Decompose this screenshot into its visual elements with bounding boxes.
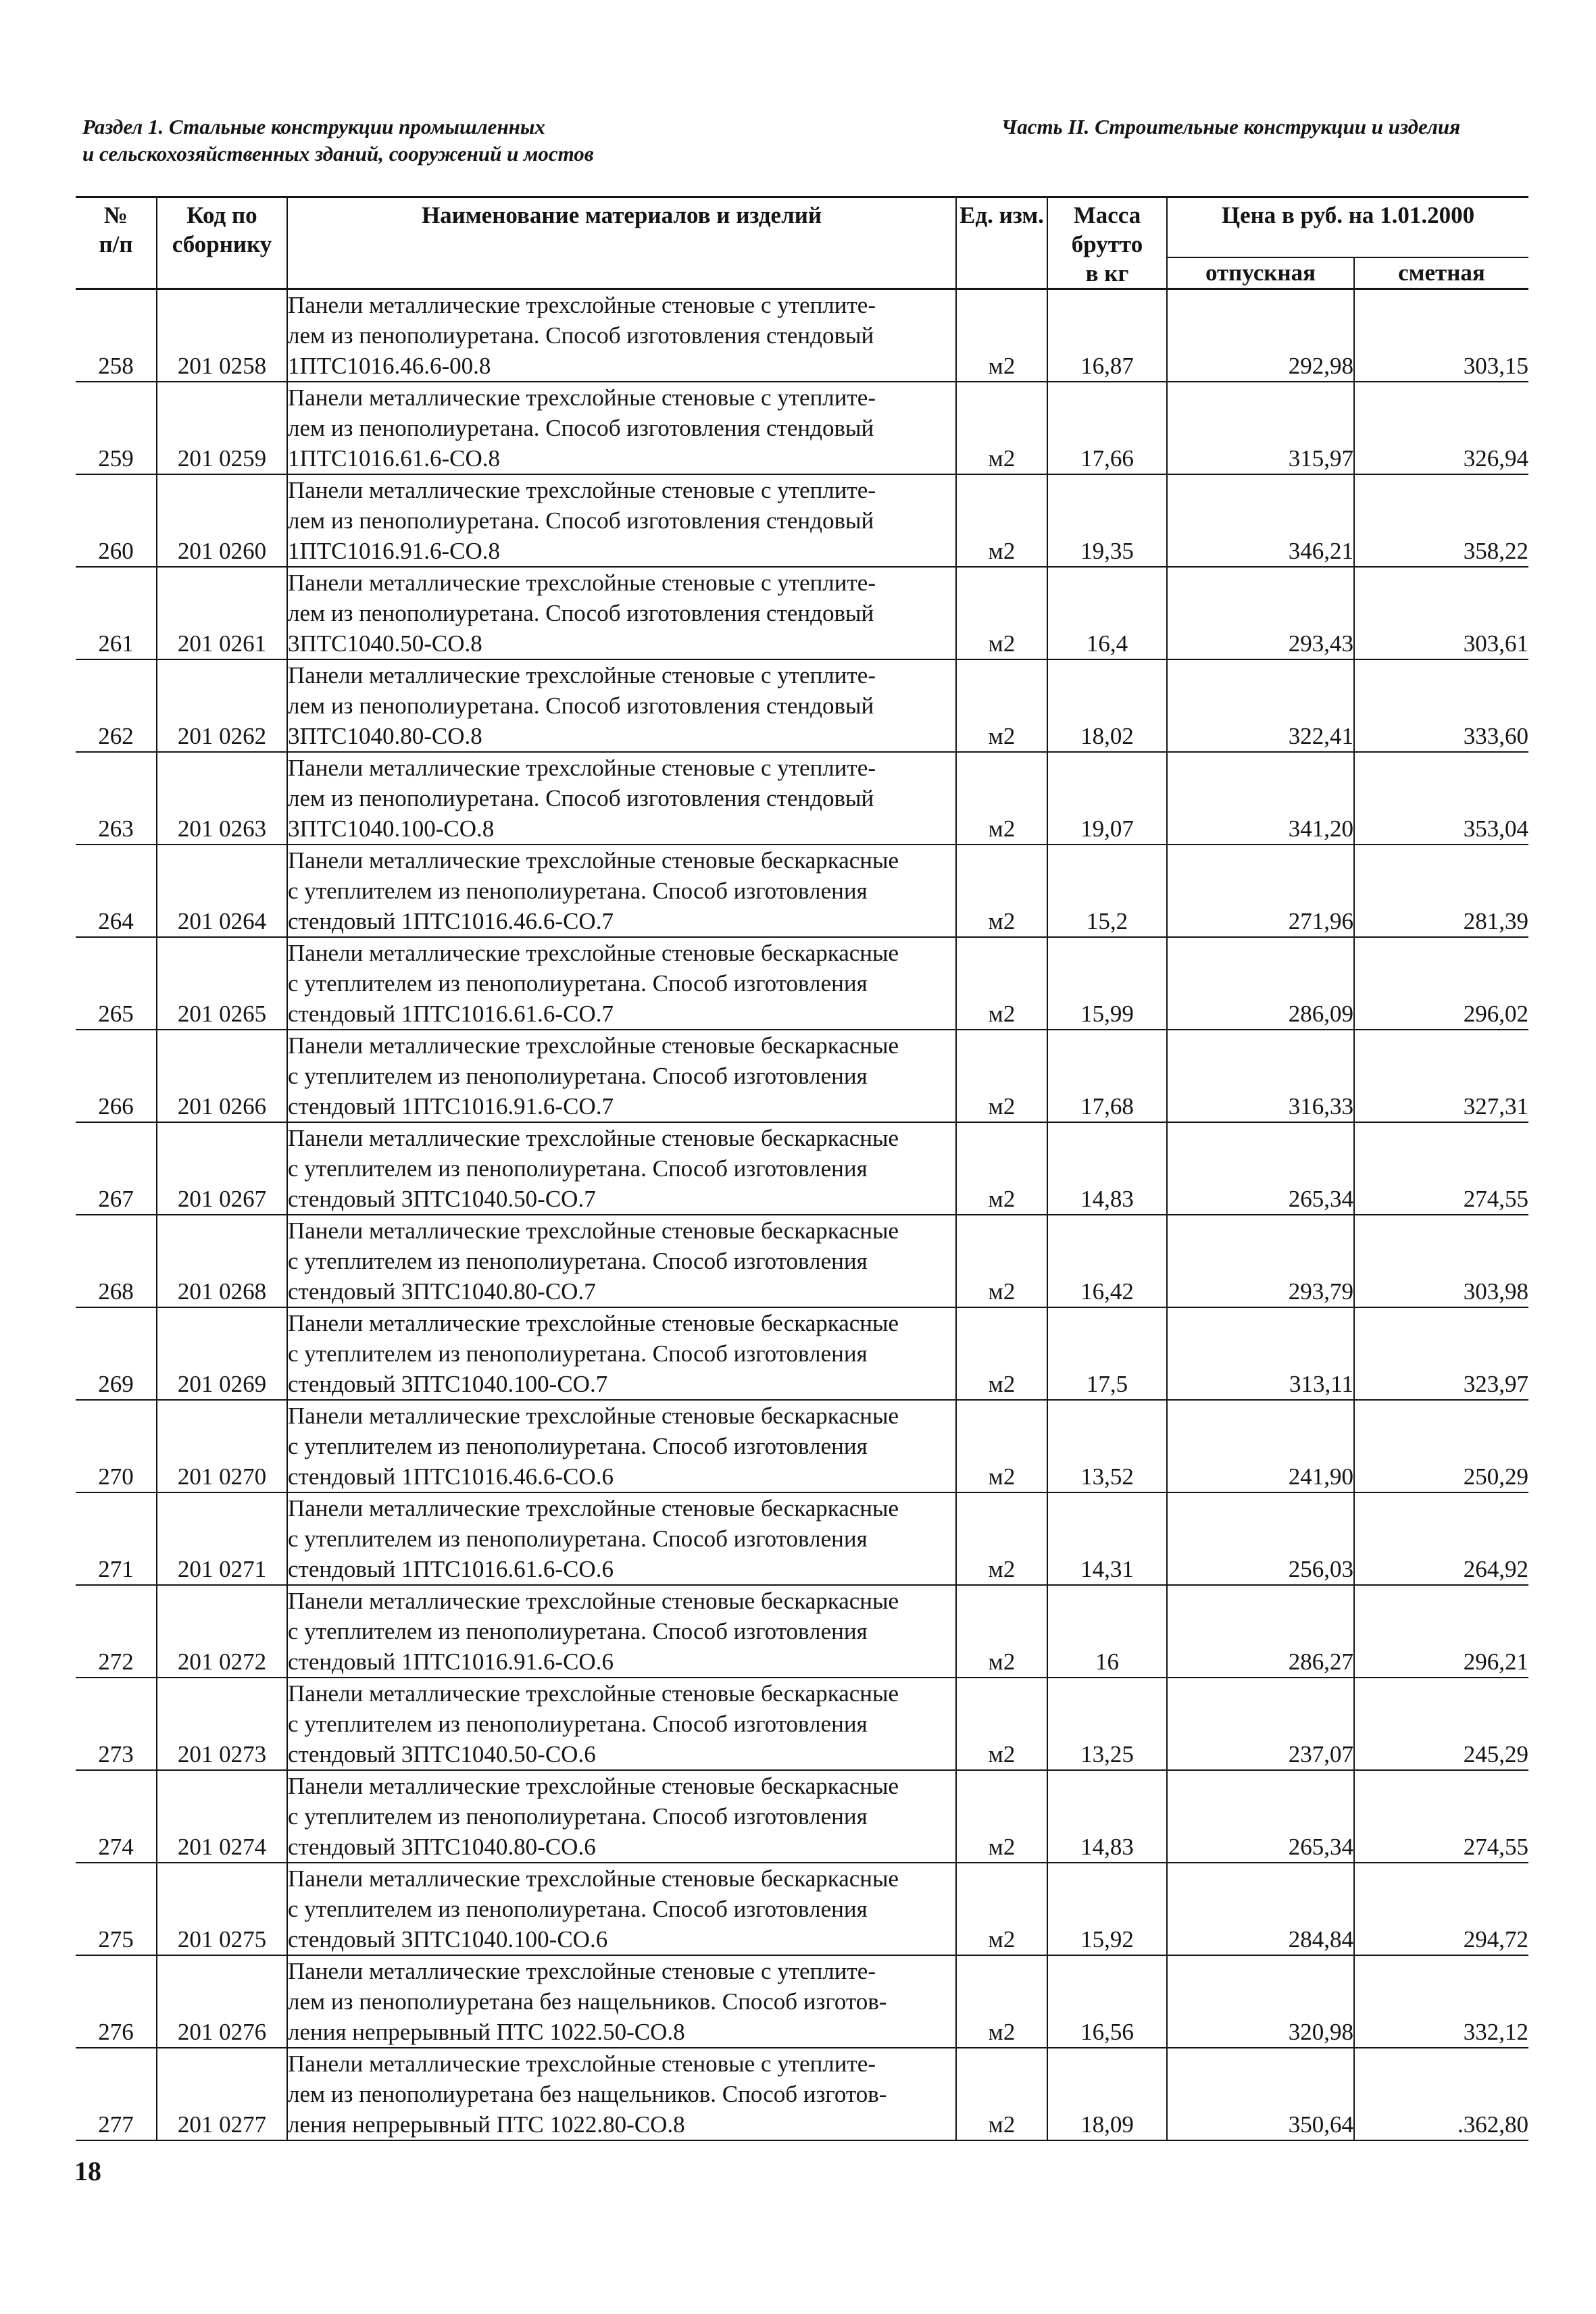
table-row bbox=[76, 1863, 1528, 1955]
row-price-estimate: 296,21 bbox=[1354, 1585, 1528, 1678]
row-price-release: 315,97 bbox=[1167, 382, 1354, 474]
row-name-line: Панели металлические трехслойные стеновые бескаркасные bbox=[288, 1588, 899, 1614]
row-price-release: 286,09 bbox=[1167, 937, 1354, 1030]
table-row bbox=[76, 1215, 1528, 1307]
row-mass: 19,07 bbox=[1047, 752, 1167, 845]
table-row bbox=[76, 1122, 1528, 1215]
row-name-line: Панели металлические трехслойные стеновые бескаркасные bbox=[288, 1865, 899, 1892]
row-name-line: с утеплителем из пенополиуретана. Способ изготовления bbox=[288, 1340, 868, 1367]
col-header-price-release: отпускная bbox=[1167, 257, 1354, 288]
row-price-estimate: 303,61 bbox=[1354, 567, 1528, 659]
row-number: 275 bbox=[76, 1863, 157, 1955]
table-row bbox=[76, 1955, 1528, 2048]
row-code: 201 0263 bbox=[157, 752, 287, 845]
col-header-name: Наименование материалов и изделий bbox=[287, 197, 956, 289]
row-mass: 16,4 bbox=[1047, 567, 1167, 659]
row-name-line: Панели металлические трехслойные стеновые бескаркасные bbox=[288, 1773, 899, 1799]
row-name-line: Панели металлические трехслойные стеновые бескаркасные bbox=[288, 1680, 899, 1707]
col-header-unit: Ед. изм. bbox=[956, 197, 1047, 289]
row-name bbox=[287, 845, 956, 937]
row-code: 201 0273 bbox=[157, 1678, 287, 1770]
row-name-line: 1ПТС1016.46.6-00.8 bbox=[288, 353, 491, 379]
row-unit: м2 bbox=[956, 1770, 1047, 1863]
row-mass: 18,02 bbox=[1047, 659, 1167, 752]
table-row bbox=[76, 2048, 1528, 2140]
col-header-num: № п/п bbox=[76, 197, 157, 289]
row-price-estimate: 333,60 bbox=[1354, 659, 1528, 752]
row-price-estimate: 294,72 bbox=[1354, 1863, 1528, 1955]
row-mass: 18,09 bbox=[1047, 2048, 1167, 2140]
row-name bbox=[287, 1122, 956, 1215]
row-mass: 15,99 bbox=[1047, 937, 1167, 1030]
row-price-release: 265,34 bbox=[1167, 1770, 1354, 1863]
row-code: 201 0258 bbox=[157, 289, 287, 382]
table-row bbox=[76, 1492, 1528, 1585]
col-header-code: Код по сборнику bbox=[157, 197, 287, 289]
row-mass: 14,83 bbox=[1047, 1770, 1167, 1863]
row-name-line: лем из пенополиуретана. Способ изготовления стендовый bbox=[288, 415, 874, 441]
row-price-estimate: 264,92 bbox=[1354, 1492, 1528, 1585]
row-number: 272 bbox=[76, 1585, 157, 1678]
row-name-line: стендовый 3ПТС1040.80-СО.7 bbox=[288, 1278, 596, 1305]
row-unit: м2 bbox=[956, 659, 1047, 752]
row-name bbox=[287, 1955, 956, 2048]
row-number: 265 bbox=[76, 937, 157, 1030]
row-code: 201 0265 bbox=[157, 937, 287, 1030]
row-mass: 16,42 bbox=[1047, 1215, 1167, 1307]
row-price-release: 322,41 bbox=[1167, 659, 1354, 752]
table-row bbox=[76, 474, 1528, 567]
row-unit: м2 bbox=[956, 1585, 1047, 1678]
row-name-line: Панели металлические трехслойные стеновые с утеплите- bbox=[288, 2051, 876, 2077]
row-price-estimate: 296,02 bbox=[1354, 937, 1528, 1030]
row-number: 258 bbox=[76, 289, 157, 382]
row-number: 260 bbox=[76, 474, 157, 567]
page-number: 18 bbox=[74, 2156, 101, 2186]
row-name-line: стендовый 3ПТС1040.100-СО.6 bbox=[288, 1926, 608, 1953]
row-code: 201 0262 bbox=[157, 659, 287, 752]
row-number: 268 bbox=[76, 1215, 157, 1307]
row-unit: м2 bbox=[956, 1400, 1047, 1492]
row-price-estimate: 332,12 bbox=[1354, 1955, 1528, 2048]
row-name bbox=[287, 1492, 956, 1585]
row-name-line: 3ПТС1040.80-СО.8 bbox=[288, 723, 482, 749]
row-mass: 13,52 bbox=[1047, 1400, 1167, 1492]
row-name bbox=[287, 1030, 956, 1122]
row-name-line: Панели металлические трехслойные стеновые с утеплите- bbox=[288, 570, 876, 596]
part-header: Часть II. Строительные конструкции и изделия bbox=[1001, 115, 1461, 139]
row-number: 266 bbox=[76, 1030, 157, 1122]
row-price-release: 241,90 bbox=[1167, 1400, 1354, 1492]
row-unit: м2 bbox=[956, 382, 1047, 474]
row-price-release: 256,03 bbox=[1167, 1492, 1354, 1585]
row-unit: м2 bbox=[956, 1678, 1047, 1770]
row-name-line: Панели металлические трехслойные стеновые бескаркасные bbox=[288, 1217, 899, 1244]
row-name-line: с утеплителем из пенополиуретана. Способ изготовления bbox=[288, 1711, 868, 1737]
row-price-estimate: 358,22 bbox=[1354, 474, 1528, 567]
row-code: 201 0271 bbox=[157, 1492, 287, 1585]
row-name-line: стендовый 1ПТС1016.91.6-СО.6 bbox=[288, 1649, 614, 1675]
row-number: 276 bbox=[76, 1955, 157, 2048]
row-code: 201 0260 bbox=[157, 474, 287, 567]
row-unit: м2 bbox=[956, 752, 1047, 845]
row-price-estimate: 250,29 bbox=[1354, 1400, 1528, 1492]
section-header bbox=[82, 114, 594, 168]
row-price-estimate: 323,97 bbox=[1354, 1307, 1528, 1400]
row-price-estimate: 326,94 bbox=[1354, 382, 1528, 474]
row-unit: м2 bbox=[956, 289, 1047, 382]
row-name-line: Панели металлические трехслойные стеновые с утеплите- bbox=[288, 292, 876, 318]
row-mass: 17,5 bbox=[1047, 1307, 1167, 1400]
table-row bbox=[76, 1400, 1528, 1492]
row-name-line: с утеплителем из пенополиуретана. Способ изготовления bbox=[288, 1896, 868, 1922]
row-price-release: 286,27 bbox=[1167, 1585, 1354, 1678]
row-name-line: с утеплителем из пенополиуретана. Способ изготовления bbox=[288, 1618, 868, 1644]
row-name-line: Панели металлические трехслойные стеновые бескаркасные bbox=[288, 940, 899, 966]
row-name-line: Панели металлические трехслойные стеновые бескаркасные bbox=[288, 847, 899, 874]
row-name-line: лем из пенополиуретана без нащельников. Способ изготов- bbox=[288, 1988, 887, 2015]
row-name bbox=[287, 289, 956, 382]
row-number: 273 bbox=[76, 1678, 157, 1770]
row-name bbox=[287, 752, 956, 845]
row-price-estimate: 353,04 bbox=[1354, 752, 1528, 845]
row-name-line: Панели металлические трехслойные стеновые с утеплите- bbox=[288, 477, 876, 503]
row-name-line: Панели металлические трехслойные стеновые с утеплите- bbox=[288, 755, 876, 781]
row-name-line: стендовый 3ПТС1040.80-СО.6 bbox=[288, 1834, 596, 1860]
row-name-line: лем из пенополиуретана. Способ изготовления стендовый bbox=[288, 507, 874, 534]
row-code: 201 0270 bbox=[157, 1400, 287, 1492]
table-row bbox=[76, 659, 1528, 752]
row-mass: 15,92 bbox=[1047, 1863, 1167, 1955]
row-unit: м2 bbox=[956, 937, 1047, 1030]
row-price-release: 293,79 bbox=[1167, 1215, 1354, 1307]
table-row bbox=[76, 1585, 1528, 1678]
row-name-line: ления непрерывный ПТС 1022.80-СО.8 bbox=[288, 2111, 685, 2138]
row-name bbox=[287, 1215, 956, 1307]
row-number: 277 bbox=[76, 2048, 157, 2140]
row-price-release: 284,84 bbox=[1167, 1863, 1354, 1955]
row-name-line: Панели металлические трехслойные стеновые бескаркасные bbox=[288, 1403, 899, 1429]
row-code: 201 0277 bbox=[157, 2048, 287, 2140]
row-price-estimate: 303,15 bbox=[1354, 289, 1528, 382]
row-code: 201 0275 bbox=[157, 1863, 287, 1955]
section-title-line1: Раздел 1. Стальные конструкции промышленных bbox=[82, 115, 545, 139]
row-name bbox=[287, 2048, 956, 2140]
row-unit: м2 bbox=[956, 474, 1047, 567]
table-row bbox=[76, 937, 1528, 1030]
row-price-release: 350,64 bbox=[1167, 2048, 1354, 2140]
row-code: 201 0261 bbox=[157, 567, 287, 659]
row-unit: м2 bbox=[956, 2048, 1047, 2140]
row-code: 201 0259 bbox=[157, 382, 287, 474]
row-name-line: с утеплителем из пенополиуретана. Способ изготовления bbox=[288, 1433, 868, 1459]
table-row bbox=[76, 752, 1528, 845]
row-unit: м2 bbox=[956, 1863, 1047, 1955]
row-name bbox=[287, 474, 956, 567]
row-price-release: 320,98 bbox=[1167, 1955, 1354, 2048]
row-name-line: стендовый 3ПТС1040.100-СО.7 bbox=[288, 1371, 608, 1397]
row-unit: м2 bbox=[956, 1122, 1047, 1215]
row-price-release: 237,07 bbox=[1167, 1678, 1354, 1770]
row-number: 264 bbox=[76, 845, 157, 937]
row-name-line: лем из пенополиуретана. Способ изготовления стендовый bbox=[288, 600, 874, 626]
table-row bbox=[76, 289, 1528, 382]
row-name-line: стендовый 1ПТС1016.46.6-СО.6 bbox=[288, 1463, 614, 1490]
row-code: 201 0267 bbox=[157, 1122, 287, 1215]
row-code: 201 0274 bbox=[157, 1770, 287, 1863]
row-mass: 14,83 bbox=[1047, 1122, 1167, 1215]
table-row bbox=[76, 567, 1528, 659]
table-row bbox=[76, 1770, 1528, 1863]
row-mass: 16 bbox=[1047, 1585, 1167, 1678]
row-mass: 19,35 bbox=[1047, 474, 1167, 567]
row-name bbox=[287, 1678, 956, 1770]
row-name bbox=[287, 937, 956, 1030]
row-mass: 14,31 bbox=[1047, 1492, 1167, 1585]
row-price-release: 271,96 bbox=[1167, 845, 1354, 937]
row-name-line: 3ПТС1040.100-СО.8 bbox=[288, 815, 495, 842]
row-name-line: с утеплителем из пенополиуретана. Способ изготовления bbox=[288, 878, 868, 904]
col-header-mass: Масса брутто в кг bbox=[1047, 197, 1167, 289]
row-number: 271 bbox=[76, 1492, 157, 1585]
row-number: 263 bbox=[76, 752, 157, 845]
row-unit: м2 bbox=[956, 1307, 1047, 1400]
row-name bbox=[287, 382, 956, 474]
row-name-line: 1ПТС1016.61.6-СО.8 bbox=[288, 445, 501, 472]
row-mass: 17,66 bbox=[1047, 382, 1167, 474]
row-name bbox=[287, 1585, 956, 1678]
row-name-line: с утеплителем из пенополиуретана. Способ изготовления bbox=[288, 1803, 868, 1830]
row-name bbox=[287, 659, 956, 752]
row-price-release: 313,11 bbox=[1167, 1307, 1354, 1400]
row-name-line: стендовый 3ПТС1040.50-СО.6 bbox=[288, 1741, 596, 1767]
row-number: 259 bbox=[76, 382, 157, 474]
table-row bbox=[76, 845, 1528, 937]
row-unit: м2 bbox=[956, 1030, 1047, 1122]
price-table bbox=[76, 196, 1528, 2141]
row-price-estimate: 274,55 bbox=[1354, 1770, 1528, 1863]
row-price-estimate: .362,80 bbox=[1354, 2048, 1528, 2140]
row-name-line: 1ПТС1016.91.6-СО.8 bbox=[288, 538, 501, 564]
row-mass: 13,25 bbox=[1047, 1678, 1167, 1770]
row-code: 201 0266 bbox=[157, 1030, 287, 1122]
row-name bbox=[287, 567, 956, 659]
row-price-estimate: 245,29 bbox=[1354, 1678, 1528, 1770]
row-name-line: лем из пенополиуретана без нащельников. Способ изготов- bbox=[288, 2081, 887, 2107]
row-name-line: с утеплителем из пенополиуретана. Способ изготовления bbox=[288, 1248, 868, 1274]
table-row bbox=[76, 1678, 1528, 1770]
row-number: 274 bbox=[76, 1770, 157, 1863]
row-price-release: 346,21 bbox=[1167, 474, 1354, 567]
row-code: 201 0268 bbox=[157, 1215, 287, 1307]
row-code: 201 0269 bbox=[157, 1307, 287, 1400]
row-unit: м2 bbox=[956, 1215, 1047, 1307]
row-mass: 16,87 bbox=[1047, 289, 1167, 382]
row-price-release: 292,98 bbox=[1167, 289, 1354, 382]
row-name-line: лем из пенополиуретана. Способ изготовления стендовый bbox=[288, 322, 874, 349]
table-row bbox=[76, 1307, 1528, 1400]
col-header-price-estimate: сметная bbox=[1354, 257, 1528, 288]
row-price-estimate: 281,39 bbox=[1354, 845, 1528, 937]
row-name-line: с утеплителем из пенополиуретана. Способ изготовления bbox=[288, 1063, 868, 1089]
row-name-line: стендовый 1ПТС1016.91.6-СО.7 bbox=[288, 1093, 614, 1120]
row-mass: 17,68 bbox=[1047, 1030, 1167, 1122]
row-code: 201 0272 bbox=[157, 1585, 287, 1678]
row-mass: 15,2 bbox=[1047, 845, 1167, 937]
row-number: 261 bbox=[76, 567, 157, 659]
row-name-line: стендовый 3ПТС1040.50-СО.7 bbox=[288, 1186, 596, 1212]
row-unit: м2 bbox=[956, 567, 1047, 659]
row-number: 270 bbox=[76, 1400, 157, 1492]
row-price-estimate: 274,55 bbox=[1354, 1122, 1528, 1215]
row-name-line: Панели металлические трехслойные стеновые бескаркасные bbox=[288, 1125, 899, 1151]
row-name-line: Панели металлические трехслойные стеновые бескаркасные bbox=[288, 1495, 899, 1521]
row-unit: м2 bbox=[956, 1492, 1047, 1585]
row-price-release: 293,43 bbox=[1167, 567, 1354, 659]
row-name-line: стендовый 1ПТС1016.61.6-СО.7 bbox=[288, 1001, 614, 1027]
row-name-line: с утеплителем из пенополиуретана. Способ изготовления bbox=[288, 970, 868, 997]
row-name-line: Панели металлические трехслойные стеновые с утеплите- bbox=[288, 384, 876, 411]
row-name-line: Панели металлические трехслойные стеновые с утеплите- bbox=[288, 662, 876, 688]
row-name-line: Панели металлические трехслойные стеновые с утеплите- bbox=[288, 1958, 876, 1984]
row-name-line: Панели металлические трехслойные стеновые бескаркасные bbox=[288, 1032, 899, 1059]
row-code: 201 0276 bbox=[157, 1955, 287, 2048]
row-name-line: с утеплителем из пенополиуретана. Способ изготовления bbox=[288, 1155, 868, 1182]
row-name-line: стендовый 1ПТС1016.46.6-СО.7 bbox=[288, 908, 614, 934]
row-name-line: лем из пенополиуретана. Способ изготовления стендовый bbox=[288, 693, 874, 719]
row-price-release: 316,33 bbox=[1167, 1030, 1354, 1122]
row-number: 269 bbox=[76, 1307, 157, 1400]
row-price-estimate: 303,98 bbox=[1354, 1215, 1528, 1307]
table-body bbox=[76, 289, 1528, 2141]
row-code: 201 0264 bbox=[157, 845, 287, 937]
row-unit: м2 bbox=[956, 1955, 1047, 2048]
row-name bbox=[287, 1770, 956, 1863]
row-unit: м2 bbox=[956, 845, 1047, 937]
row-name bbox=[287, 1863, 956, 1955]
col-header-price: Цена в руб. на 1.01.2000 bbox=[1167, 197, 1528, 258]
row-name-line: стендовый 1ПТС1016.61.6-СО.6 bbox=[288, 1556, 614, 1582]
row-name-line: Панели металлические трехслойные стеновые бескаркасные bbox=[288, 1310, 899, 1336]
row-name-line: с утеплителем из пенополиуретана. Способ изготовления bbox=[288, 1526, 868, 1552]
row-price-release: 341,20 bbox=[1167, 752, 1354, 845]
row-mass: 16,56 bbox=[1047, 1955, 1167, 2048]
row-number: 262 bbox=[76, 659, 157, 752]
table-row bbox=[76, 1030, 1528, 1122]
row-price-release: 265,34 bbox=[1167, 1122, 1354, 1215]
row-name-line: лем из пенополиуретана. Способ изготовления стендовый bbox=[288, 785, 874, 811]
row-number: 267 bbox=[76, 1122, 157, 1215]
section-title-line2: и сельскохозяйственных зданий, сооружений и мостов bbox=[82, 142, 594, 166]
row-name bbox=[287, 1400, 956, 1492]
row-name bbox=[287, 1307, 956, 1400]
row-name-line: 3ПТС1040.50-СО.8 bbox=[288, 630, 482, 657]
row-price-estimate: 327,31 bbox=[1354, 1030, 1528, 1122]
table-row bbox=[76, 382, 1528, 474]
row-name-line: ления непрерывный ПТС 1022.50-СО.8 bbox=[288, 2019, 685, 2045]
